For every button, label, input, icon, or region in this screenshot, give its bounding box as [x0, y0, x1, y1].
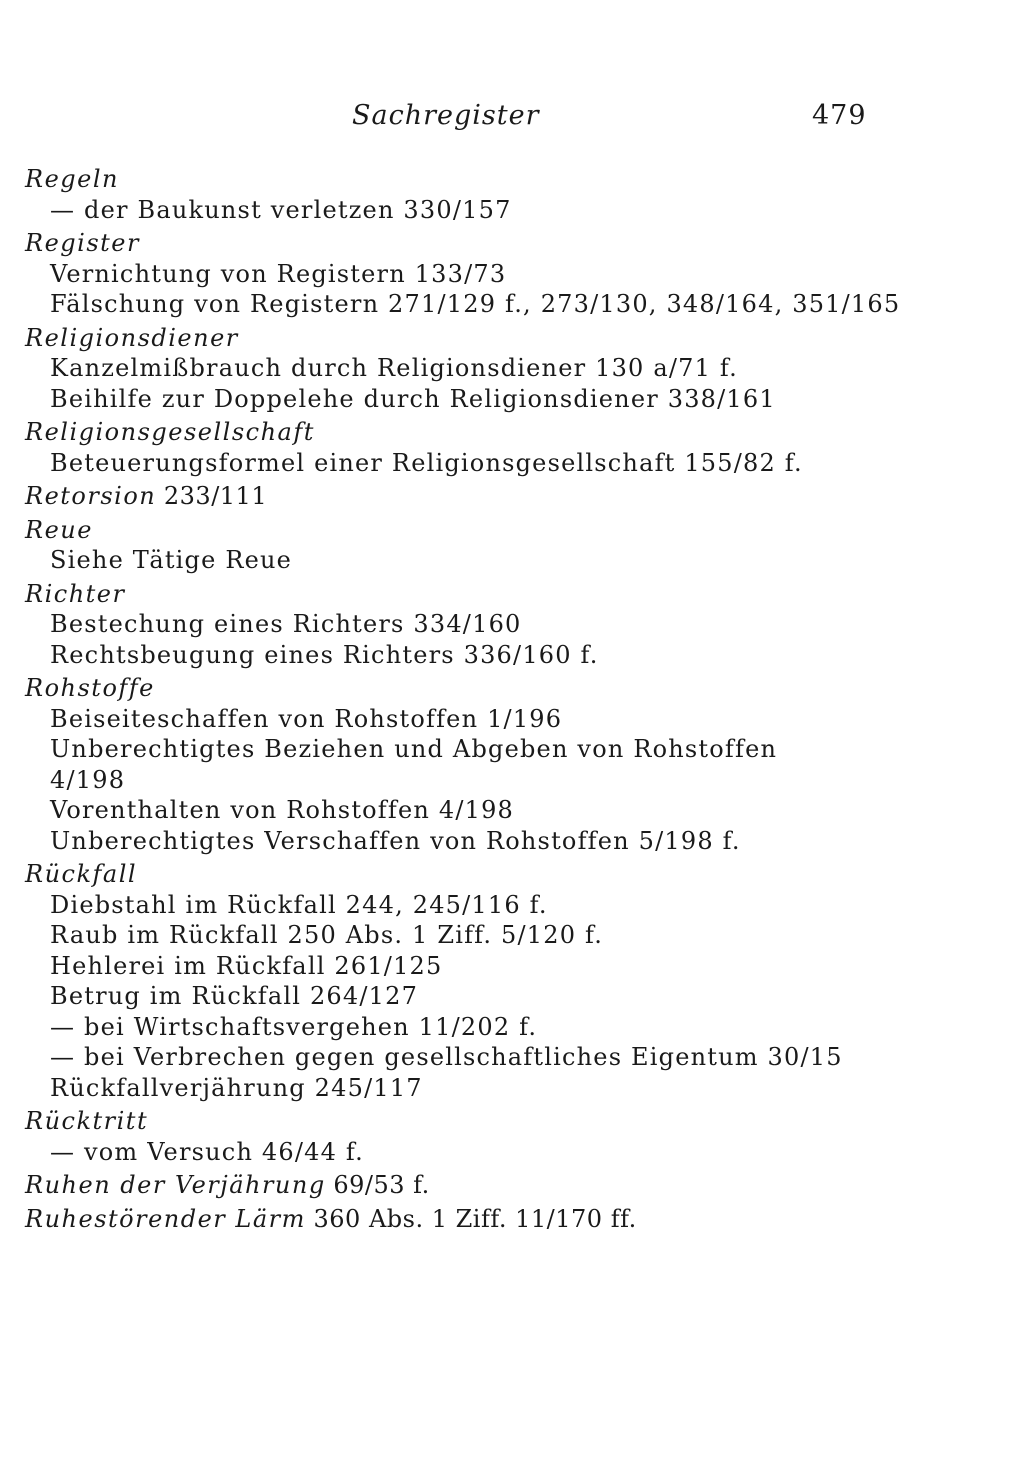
index-subentry: Betrug im Rückfall 264/127: [50, 982, 419, 1010]
index-subentry: Rückfallverjährung 245/117: [50, 1073, 423, 1102]
page-number: 479: [812, 100, 867, 131]
index-entry-regeln: [25, 164, 905, 225]
index-term: Richter: [25, 579, 126, 608]
index-subentry: — bei Verbrechen gegen gesellschaftliches Eigentum 30/15: [50, 1043, 843, 1071]
index-subentry: Hehlerei im Rückfall 261/125: [50, 951, 443, 980]
index-entry-ruhen-der-verjaehrung: [25, 1170, 905, 1201]
index-term: Register: [25, 229, 140, 257]
index-subentry: Bestechung eines Richters 334/160: [50, 610, 522, 638]
index-subentry: — der Baukunst verletzen 330/157: [50, 195, 512, 224]
index-term: Rückfall: [25, 860, 138, 888]
index-term: Rohstoffe: [25, 674, 155, 702]
index-subentry: Vorenthalten von Rohstoffen 4/198: [50, 796, 515, 824]
index-subentry: — bei Wirtschaftsvergehen 11/202 f.: [50, 1012, 538, 1041]
index-term: Religionsgesellschaft: [25, 418, 315, 446]
index-entry-religionsgesellschaft: [25, 417, 905, 478]
index-subentry: Raub im Rückfall 250 Abs. 1 Ziff. 5/120 f.: [50, 921, 604, 949]
index-entry-register: [25, 228, 905, 320]
index-reference: 233/111: [163, 482, 268, 510]
index-subentry: Unberechtigtes Beziehen und Abgeben von Rohstoffen: [50, 735, 778, 763]
index-entry-richter: [25, 579, 905, 671]
index-entry-reue: [25, 515, 905, 576]
index-subentry: Beihilfe zur Doppelehe durch Religionsdiener 338/161: [50, 384, 776, 413]
index-reference: 360 Abs. 1 Ziff. 11/170 ff.: [313, 1204, 637, 1233]
index-term: Religionsdiener: [25, 323, 239, 352]
index-subentry: Siehe Tätige Reue: [50, 546, 293, 574]
index-subentry: Beiseiteschaffen von Rohstoffen 1/196: [50, 704, 563, 733]
index-subentry: Unberechtigtes Verschaffen von Rohstoffen 5/198 f.: [50, 826, 741, 855]
index-subentry: — vom Versuch 46/44 f.: [50, 1137, 364, 1166]
index-term: Reue: [25, 515, 93, 544]
index-term: Ruhen der Verjährung: [25, 1171, 326, 1199]
index-term: Ruhestörender Lärm: [25, 1204, 306, 1233]
index-entry-rueckfall: [25, 859, 905, 1103]
index-reference: 69/53 f.: [333, 1171, 430, 1199]
index-subentry: Diebstahl im Rückfall 244, 245/116 f.: [50, 890, 548, 919]
subject-index: [25, 164, 905, 1234]
index-entry-rohstoffe: [25, 673, 905, 856]
running-header: [0, 100, 1024, 140]
index-subentry: Vernichtung von Registern 133/73: [50, 259, 507, 288]
index-entry-religionsdiener: [25, 323, 905, 415]
index-subentry: Fälschung von Registern 271/129 f., 273/130, 348/164, 351/165: [50, 290, 901, 318]
index-entry-retorsion: [25, 481, 905, 512]
index-subentry-continuation: 4/198: [50, 765, 126, 794]
running-title: Sachregister: [352, 100, 540, 131]
index-subentry: Rechtsbeugung eines Richters 336/160 f.: [50, 640, 599, 669]
index-subentry: Kanzelmißbrauch durch Religionsdiener 130 a/71 f.: [50, 354, 738, 382]
index-entry-ruecktritt: [25, 1106, 905, 1167]
index-term: Regeln: [25, 165, 119, 193]
index-subentry: Beteuerungsformel einer Religionsgesellschaft 155/82 f.: [50, 448, 803, 477]
index-term: Retorsion: [25, 482, 157, 510]
index-term: Rücktritt: [25, 1107, 149, 1135]
index-entry-ruhestoerender-laerm: [25, 1204, 905, 1235]
